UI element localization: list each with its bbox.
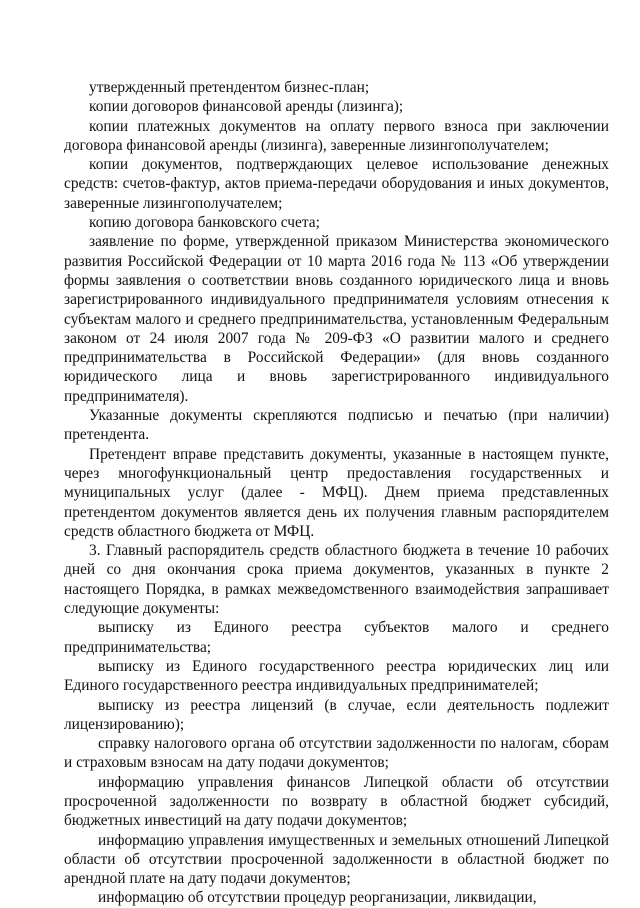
paragraph-finance-department-info: информацию управления финансов Липецкой области об отсутствии просроченной задолженности по возврату в областной бюджет субсидий, бюджетных инвестиций на дату подачи документов; xyxy=(64,773,609,830)
paragraph-business-plan: утвержденный претендентом бизнес-план; xyxy=(89,79,370,96)
paragraph-payment-documents: копии платежных документов на оплату первого взноса при заключении договора финансовой аренды (лизинга), заверенные лизингополучателем; xyxy=(64,117,609,154)
paragraph-property-department-info: информацию управления имущественных и земельных отношений Липецкой области об отсутствии просроченной задолженности в областной бюджет по арендной плате на дату подачи документов; xyxy=(64,831,609,888)
paragraph-leasing-contracts: копии договоров финансовой аренды (лизинга); xyxy=(89,98,404,116)
paragraph-section-3: 3. Главный распорядитель средств областного бюджета в течение 10 рабочих дней со дня окончания срока приема документов, указанных в пункте 2 настоящего Порядка, в рамках межведомственного взаимодействия запрашивает следующие документы: xyxy=(64,542,609,618)
paragraph-mfc-submission: Претендент вправе представить документы, указанные в настоящем пункте, через многофункциональный центр предоставления государственных и муниципальных услуг (далее - МФЦ). Днем приема представленных претендентом документов является день их получения главным распорядителем средств областного бюджета от МФЦ. xyxy=(64,445,609,540)
paragraph-bank-account: копию договора банковского счета; xyxy=(89,214,320,232)
paragraph-reorganization-info: информацию об отсутствии процедур реорганизации, ликвидации, xyxy=(98,889,537,907)
paragraph-tax-certificate: справку налогового органа об отсутствии задолженности по налогам, сборам и страховым взносам на дату подачи документов; xyxy=(64,735,609,772)
paragraph-license-registry-extract: выписку из реестра лицензий (в случае, если деятельность подлежит лицензированию); xyxy=(64,696,609,733)
paragraph-application-form: заявление по форме, утвержденной приказом Министерства экономического развития Российской Федерации от 10 марта 2016 года № 113 «Об утверждении формы заявления о соответствии вновь созданного юридического лица и вновь зарегистрированного индивидуального предпринимателя условиям отнесения к субъектам малого и среднего предпринимательства, установленным Федеральным законом от 24 июля 2007 года № 209-ФЗ «О развитии малого и среднего предпринимательства в Российской Федерации» (для вновь созданного юридического лица и вновь зарегистрированного индивидуального предпринимателя). xyxy=(64,233,609,405)
paragraph-sme-registry-extract: выписку из Единого реестра субъектов малого и среднего предпринимательства; xyxy=(64,619,609,656)
paragraph-signature-seal: Указанные документы скрепляются подписью и печатью (при наличии) претендента. xyxy=(64,407,609,444)
paragraph-target-use-documents: копии документов, подтверждающих целевое использование денежных средств: счетов-фактур, актов приема-передачи оборудования и иных документов, заверенные лизингополучателем; xyxy=(64,156,609,212)
paragraph-state-registry-extract: выписку из Единого государственного реестра юридических лиц или Единого государственного реестра индивидуальных предпринимателей; xyxy=(64,657,609,695)
document-page xyxy=(64,78,609,908)
